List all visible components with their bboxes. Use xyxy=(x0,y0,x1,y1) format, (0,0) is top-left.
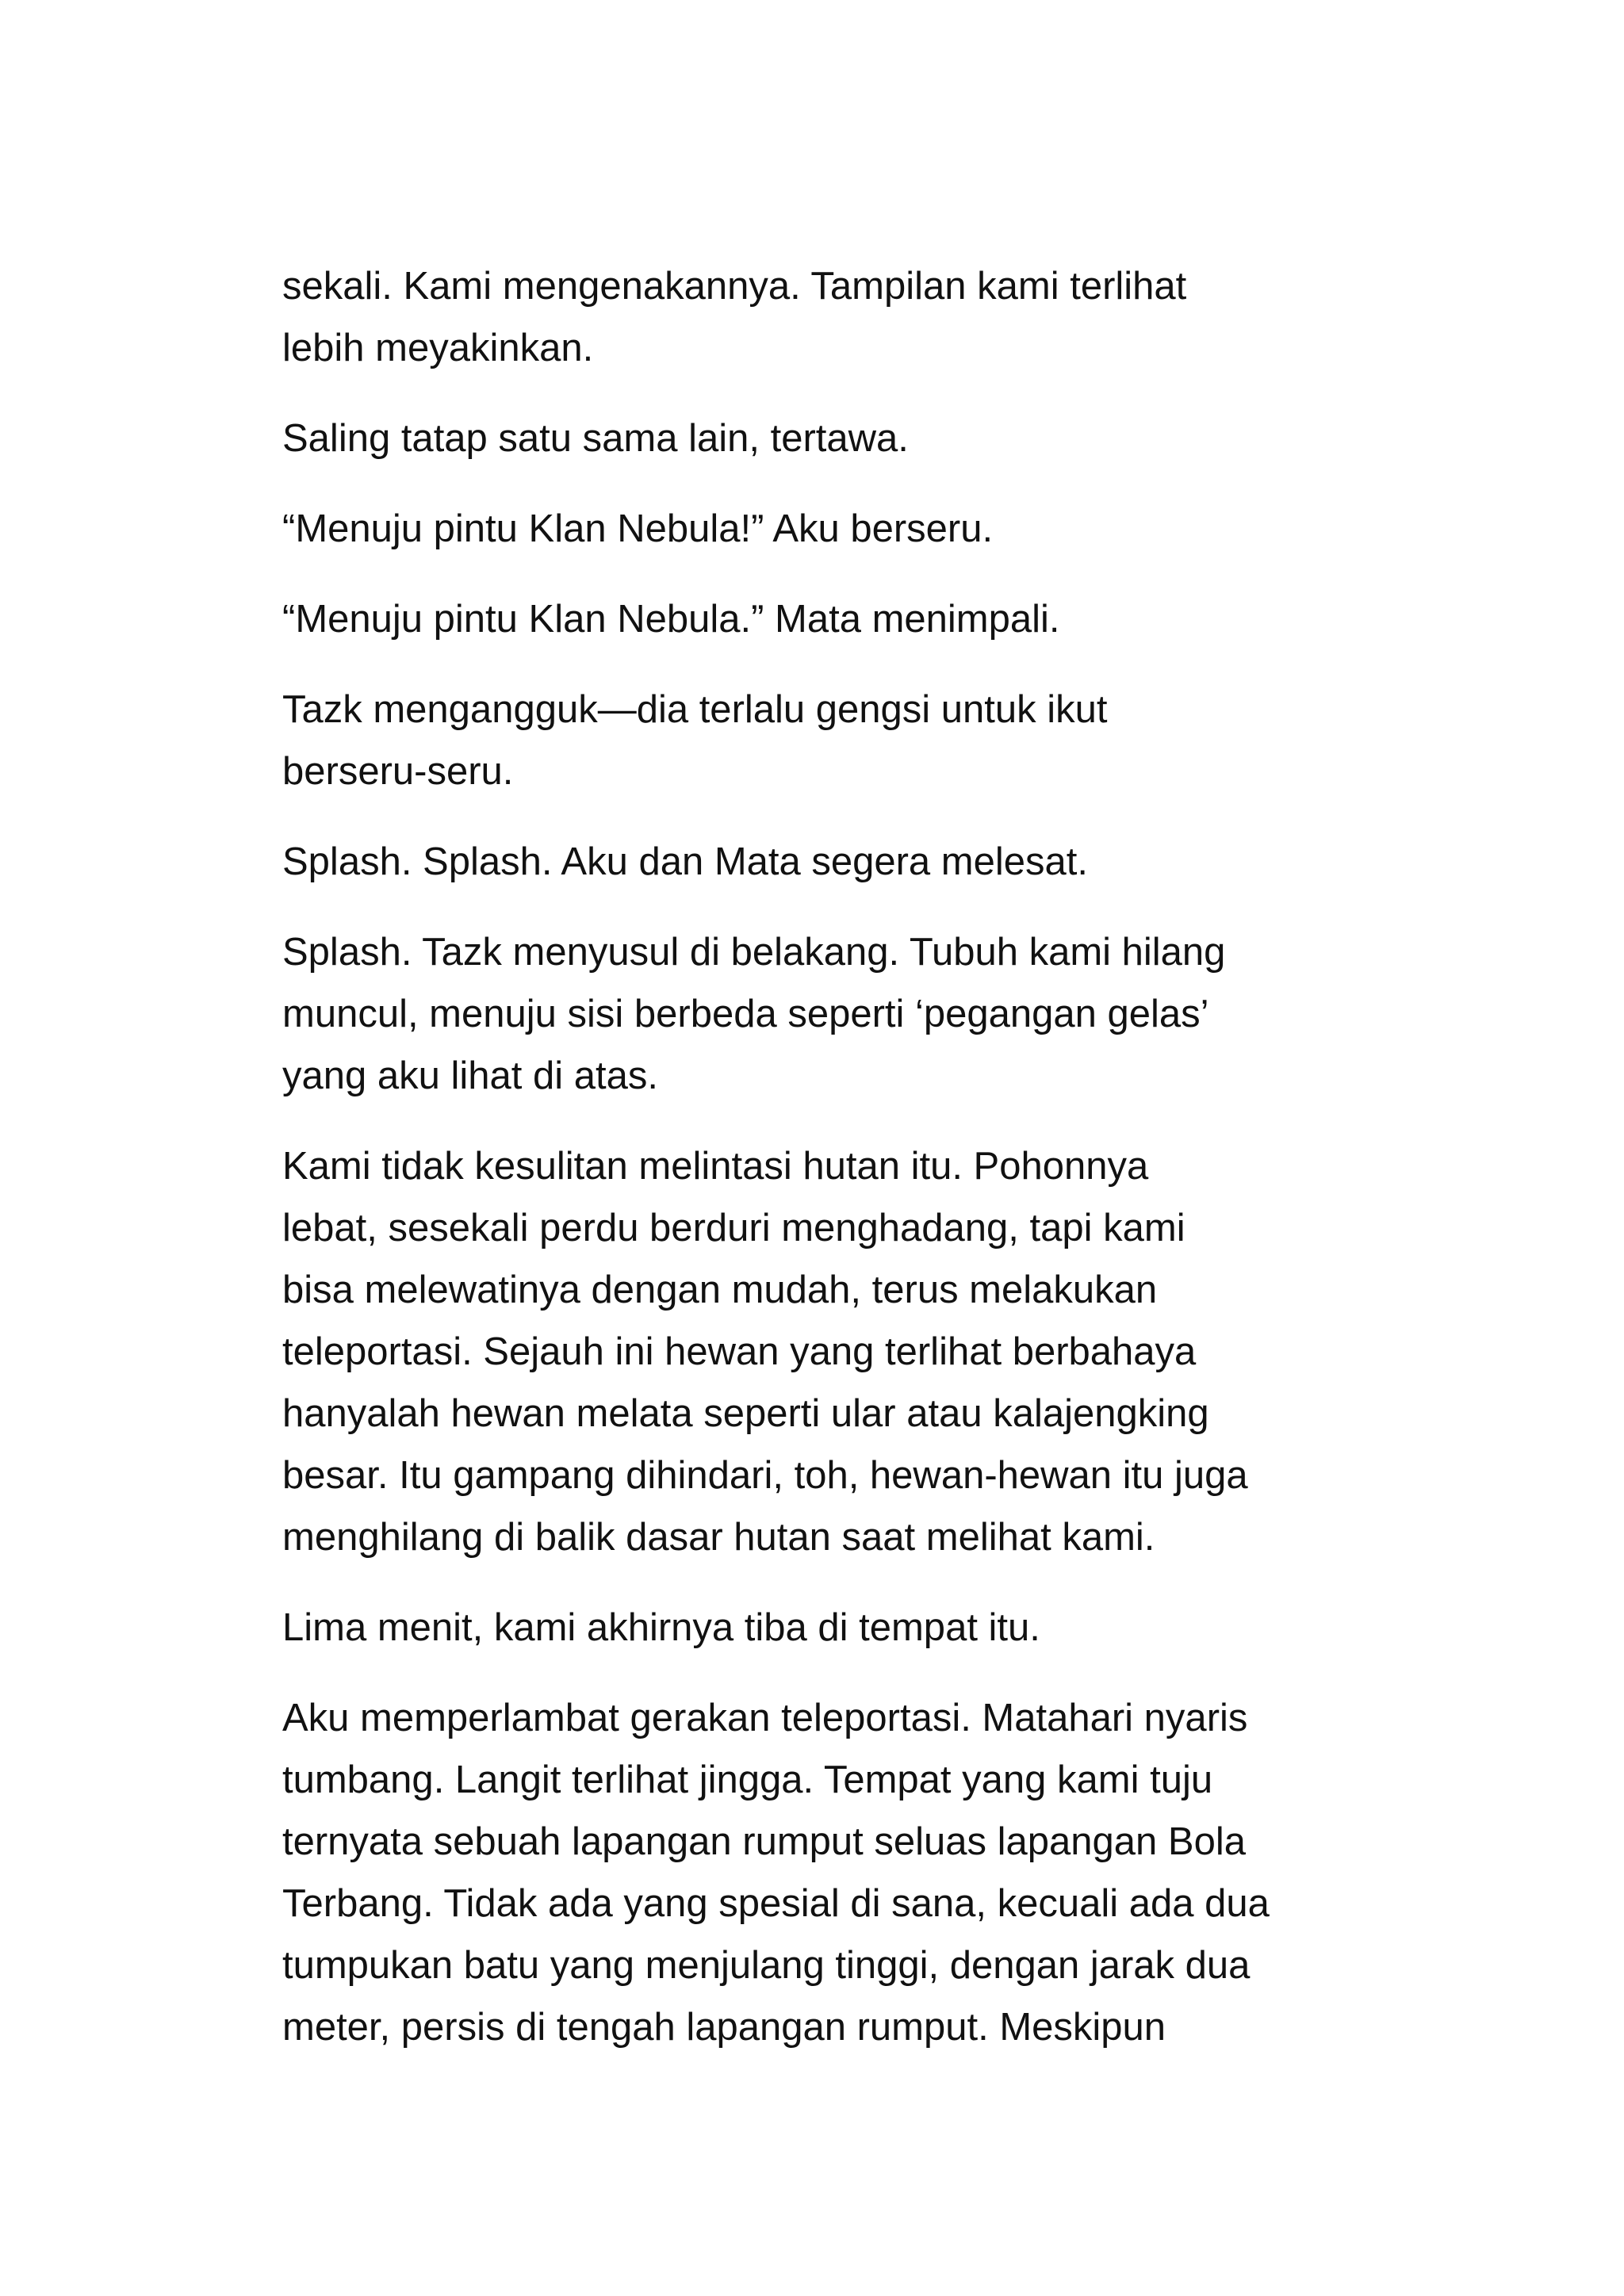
paragraph xyxy=(282,831,1377,893)
paragraph xyxy=(282,588,1377,650)
text-line: Splash. Tazk menyusul di belakang. Tubuh kami hilang xyxy=(282,931,1226,974)
text-line: lebih meyakinkan. xyxy=(282,327,594,369)
text-line: ternyata sebuah lapangan rumput seluas lapangan Bola xyxy=(282,1820,1246,1863)
text-line: lebat, sesekali perdu berduri menghadang, tapi kami xyxy=(282,1207,1185,1249)
paragraph xyxy=(282,255,1377,379)
text-line: meter, persis di tengah lapangan rumput. Meskipun xyxy=(282,2006,1166,2049)
text-line: Terbang. Tidak ada yang spesial di sana, kecuali ada dua xyxy=(282,1882,1270,1925)
paragraph xyxy=(282,498,1377,560)
text-line: Kami tidak kesulitan melintasi hutan itu. Pohonnya xyxy=(282,1145,1149,1188)
paragraph xyxy=(282,1687,1377,2058)
text-line: sekali. Kami mengenakannya. Tampilan kami terlihat xyxy=(282,265,1187,308)
text-line: teleportasi. Sejauh ini hewan yang terlihat berbahaya xyxy=(282,1330,1197,1373)
paragraph xyxy=(282,408,1377,469)
paragraph xyxy=(282,1135,1377,1568)
text-line: “Menuju pintu Klan Nebula.” Mata menimpali. xyxy=(282,598,1060,641)
text-line: Splash. Splash. Aku dan Mata segera melesat. xyxy=(282,840,1088,883)
text-line: tumpukan batu yang menjulang tinggi, dengan jarak dua xyxy=(282,1944,1251,1987)
text-line: Aku memperlambat gerakan teleportasi. Matahari nyaris xyxy=(282,1697,1248,1739)
text-line: berseru-seru. xyxy=(282,750,514,793)
paragraph xyxy=(282,1597,1377,1659)
body-text xyxy=(282,255,1377,2087)
text-line: hanyalah hewan melata seperti ular atau kalajengking xyxy=(282,1392,1209,1435)
paragraph xyxy=(282,679,1377,802)
text-line: muncul, menuju sisi berbeda seperti ‘pegangan gelas’ xyxy=(282,993,1209,1035)
text-line: tumbang. Langit terlihat jingga. Tempat yang kami tuju xyxy=(282,1758,1213,1801)
text-line: besar. Itu gampang dihindari, toh, hewan-hewan itu juga xyxy=(282,1454,1248,1497)
text-line: menghilang di balik dasar hutan saat melihat kami. xyxy=(282,1516,1155,1559)
paragraph xyxy=(282,921,1377,1107)
text-line: “Menuju pintu Klan Nebula!” Aku berseru. xyxy=(282,507,994,550)
text-line: Tazk mengangguk—dia terlalu gengsi untuk ikut xyxy=(282,688,1108,731)
text-line: Saling tatap satu sama lain, tertawa. xyxy=(282,417,909,460)
text-line: bisa melewatinya dengan mudah, terus melakukan xyxy=(282,1269,1158,1311)
text-line: yang aku lihat di atas. xyxy=(282,1054,658,1097)
text-line: Lima menit, kami akhirnya tiba di tempat itu. xyxy=(282,1606,1040,1649)
